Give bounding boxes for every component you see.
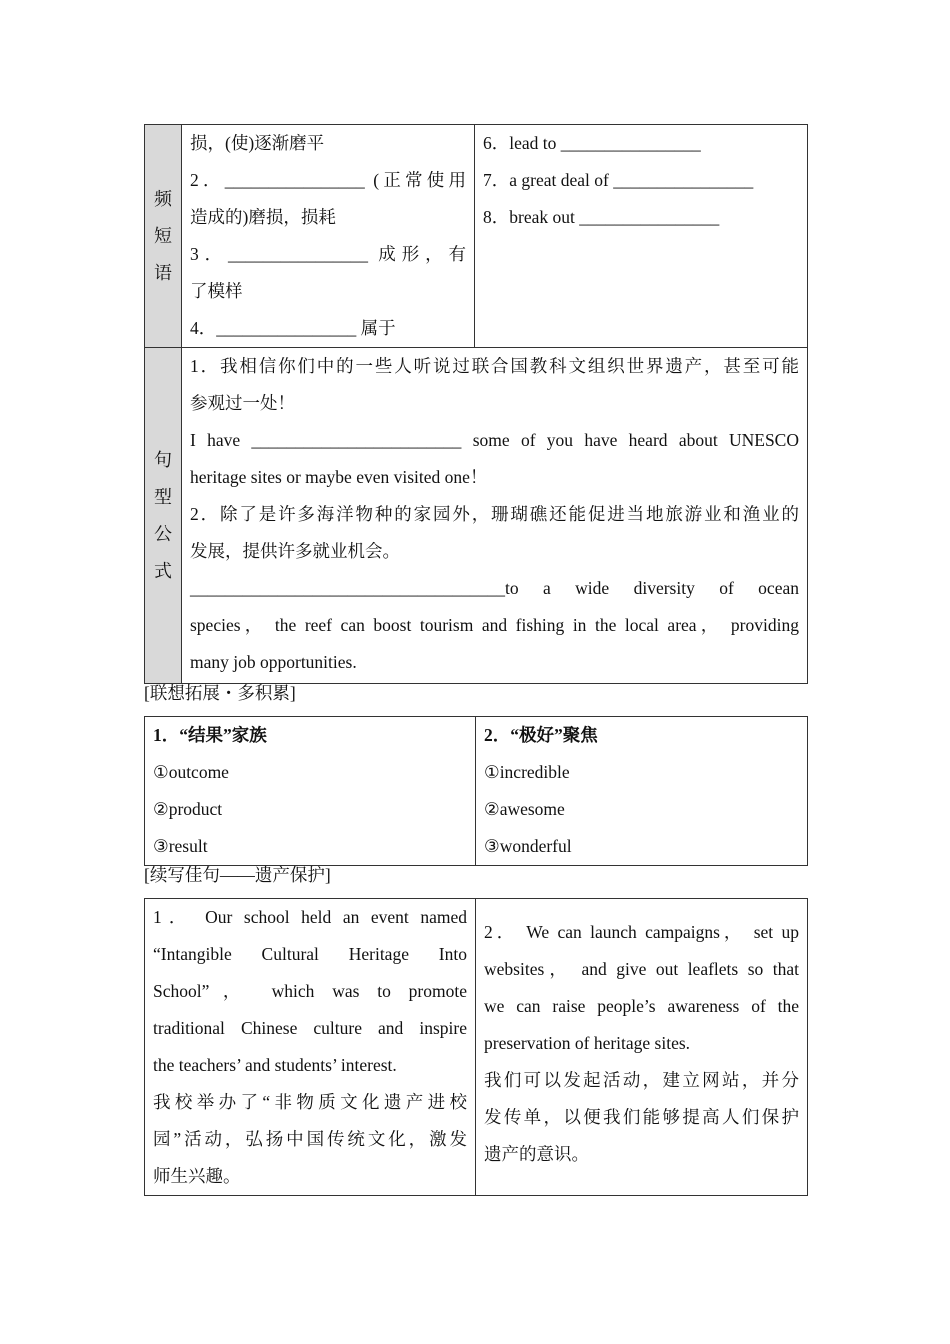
sentences-cell xyxy=(182,348,808,684)
phrases-label xyxy=(145,125,182,348)
label-char: 型 xyxy=(154,486,172,507)
label-char: 公 xyxy=(154,523,172,544)
writing-line: 2． We can launch campaigns， set up xyxy=(484,922,799,942)
phrases-left-cell xyxy=(182,125,475,348)
writing-line: preservation of heritage sites. xyxy=(484,1033,691,1053)
writing-line: 1． Our school held an event named xyxy=(153,907,467,927)
association-left-cell xyxy=(145,717,476,866)
writing-line: 师生兴趣。 xyxy=(153,1166,241,1186)
label-char: 式 xyxy=(154,560,172,581)
association-table xyxy=(144,716,808,866)
phrase-line: 3．________________ 成形，有 xyxy=(190,244,466,264)
label-char: 频 xyxy=(154,188,172,209)
label-char: 短 xyxy=(154,225,172,246)
phrases-right-cell xyxy=(475,125,808,348)
association-table-block xyxy=(144,716,807,866)
sentence-line: many job opportunities. xyxy=(190,652,357,672)
writing-line: the teachers’ and students’ interest. xyxy=(153,1055,397,1075)
association-title: 1．“结果”家族 xyxy=(153,725,267,745)
phrase-line: 6．lead to ________________ xyxy=(483,133,701,153)
writing-row xyxy=(145,899,808,1196)
sentence-line: 发展，提供许多就业机会。 xyxy=(190,541,400,561)
association-item: ①incredible xyxy=(484,762,570,782)
vocab-table-block xyxy=(144,124,807,684)
sentence-line: heritage sites or maybe even visited one！ xyxy=(190,467,488,487)
phrase-line: 损，(使)逐渐磨平 xyxy=(190,133,325,153)
sentence-line: 1．我相信你们中的一些人听说过联合国教科文组织世界遗产，甚至可能 xyxy=(190,356,799,376)
writing-heading: [续写佳句——遗产保护] xyxy=(144,865,331,885)
writing-line: “Intangible Cultural Heritage Into xyxy=(153,944,467,964)
writing-line: 园”活动，弘扬中国传统文化，激发 xyxy=(153,1129,467,1149)
writing-line: traditional Chinese culture and inspire xyxy=(153,1018,467,1038)
sentences-row xyxy=(145,348,808,684)
phrase-line: 了模样 xyxy=(190,281,243,301)
writing-line: websites， and give out leaflets so that xyxy=(484,959,799,979)
association-title: 2．“极好”聚焦 xyxy=(484,725,598,745)
association-item: ③wonderful xyxy=(484,836,572,856)
label-char: 语 xyxy=(154,262,172,283)
writing-line: 我校举办了“非物质文化遗产进校 xyxy=(153,1092,467,1112)
association-heading: [联想拓展・多积累] xyxy=(144,683,296,703)
writing-line: we can raise people’s awareness of the xyxy=(484,996,799,1016)
writing-line: 发传单，以便我们能够提高人们保护 xyxy=(484,1107,799,1127)
phrase-line: 7．a great deal of ________________ xyxy=(483,170,754,190)
writing-line: 我们可以发起活动，建立网站，并分 xyxy=(484,1070,799,1090)
phrase-line: 2．________________ (正常使用 xyxy=(190,170,466,190)
association-item: ②awesome xyxy=(484,799,565,819)
association-item: ②product xyxy=(153,799,223,819)
label-char: 句 xyxy=(154,449,172,470)
phrase-line: 4．________________ 属于 xyxy=(190,318,396,338)
association-row xyxy=(145,717,808,866)
writing-table xyxy=(144,898,808,1196)
association-item: ①outcome xyxy=(153,762,229,782)
vocab-table xyxy=(144,124,808,684)
sentence-line: ____________________________________to a wide diversity of ocean xyxy=(190,578,799,598)
writing-table-block xyxy=(144,898,807,1196)
sentence-line: 2．除了是许多海洋物种的家园外，珊瑚礁还能促进当地旅游业和渔业的 xyxy=(190,504,799,524)
sentences-label xyxy=(145,348,182,684)
sentence-line: species， the reef can boost tourism and fishing in the local area， providing xyxy=(190,615,799,635)
writing-line: School”， which was to promote xyxy=(153,981,467,1001)
association-item: ③result xyxy=(153,836,208,856)
phrase-line: 造成的)磨损，损耗 xyxy=(190,207,336,227)
sentence-line: 参观过一处！ xyxy=(190,393,295,413)
association-right-cell xyxy=(476,717,808,866)
phrase-line: 8．break out ________________ xyxy=(483,207,720,227)
writing-line: 遗产的意识。 xyxy=(484,1144,589,1164)
phrases-row xyxy=(145,125,808,348)
sentence-line: I have ________________________ some of you have heard about UNESCO xyxy=(190,430,799,450)
writing-right-cell xyxy=(476,899,808,1196)
writing-left-cell xyxy=(145,899,476,1196)
